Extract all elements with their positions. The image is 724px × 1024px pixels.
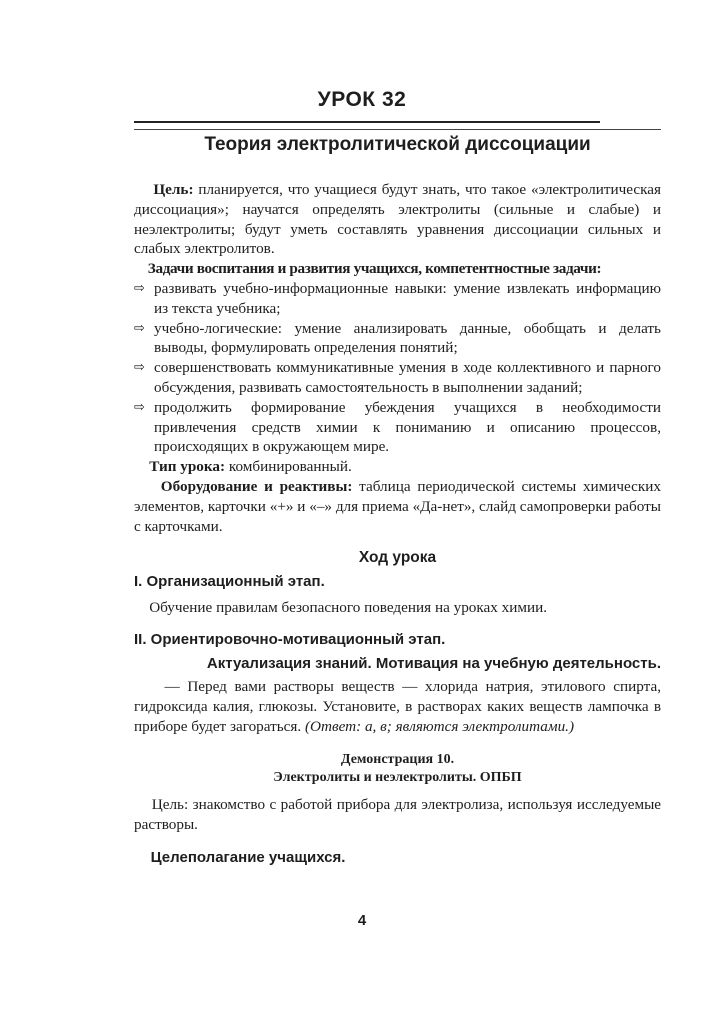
demo-goal-paragraph (134, 795, 661, 835)
equipment-label: Оборудование и реактивы: (160, 477, 353, 495)
stage-two-subtitle: Актуализация знаний. Мотивация на учебную деятельность. (206, 654, 661, 672)
goal-paragraph (134, 180, 661, 259)
title-rule-thin (134, 129, 661, 130)
goal-setting-text: Целеполагание учащихся. (150, 849, 346, 867)
lesson-body (134, 180, 661, 868)
stage-one-text-paragraph (134, 598, 661, 618)
stage-two-title: II. Ориентировочно-мотивационный этап. (134, 630, 446, 648)
equipment-paragraph (134, 477, 661, 536)
stage-one-text: Обучение правилам безопасного поведения на уроках химии. (149, 598, 548, 616)
demo-goal-text: Цель: знакомство с работой прибора для электролиза, используя исследуемые растворы. (134, 795, 662, 833)
goal-setting-title (134, 848, 661, 868)
task-text: учебно-логические: умение анализировать данные, обобщать и делать выводы, формулировать определения понятий; (154, 319, 661, 357)
tasks-heading (134, 259, 661, 279)
title-rule-thick (134, 121, 600, 123)
lesson-type-label: Тип урока: (149, 458, 226, 476)
course-title: Ход урока (358, 549, 437, 567)
list-item (134, 358, 661, 398)
list-item (134, 319, 661, 359)
lesson-type-paragraph (134, 457, 661, 477)
question-paragraph (134, 677, 661, 736)
arrow-right-icon: ⇨ (134, 360, 145, 376)
arrow-right-icon: ⇨ (134, 320, 145, 336)
arrow-right-icon: ⇨ (134, 399, 145, 415)
list-item (134, 398, 661, 457)
equipment-value: таблица периодической системы химических элементов, карточки «+» и «–» для приема «Да-нет», слайд самопроверки работы с карточками. (134, 477, 662, 535)
lesson-title: УРОК 32 (317, 88, 407, 111)
task-text: совершенствовать коммуникативные умения в ходе коллективного и парного обсуждения, развивать самостоятельность в выполнении заданий; (154, 359, 661, 396)
lesson-type-value: комбинированный. (225, 458, 352, 476)
answer-text: (Ответ: а, в; являются электролитами.) (305, 717, 575, 735)
demo-title: Электролиты и неэлектролиты. ОПБП (273, 769, 522, 785)
goal-text: планируется, что учащиеся будут знать, что такое «электролитическая диссоциация»; научатся определять электролиты (сильные и слабые) и неэлектролиты; будут уметь составлять уравнения диссоциации сильных и слабых электролитов. (134, 181, 661, 258)
task-text: развивать учебно-информационные навыки: умение извлекать информацию из текста учебника; (154, 279, 661, 317)
stage-one-title: I. Организационный этап. (134, 573, 325, 591)
list-item (134, 279, 661, 319)
lesson-topic: Теория электролитической диссоциации (204, 134, 591, 155)
task-text: продолжить формирование убеждения учащихся в необходимости привлечения средств химии к пониманию и описанию процессов, происходящих в окружающем мире. (154, 398, 661, 456)
tasks-heading-text: Задачи воспитания и развития учащихся, компетентностные задачи: (147, 260, 602, 278)
question-text: — Перед вами растворы веществ — хлорида натрия, этилового спирта, гидроксида калия, глюкозы. Установите, в растворах каких веществ лампочка в приборе будет загораться. (134, 678, 661, 735)
tasks-list (134, 279, 661, 457)
arrow-right-icon: ⇨ (134, 280, 145, 296)
demo-number: Демонстрация 10. (340, 751, 455, 767)
page-number: 4 (357, 912, 367, 929)
goal-label: Цель: (153, 181, 194, 198)
